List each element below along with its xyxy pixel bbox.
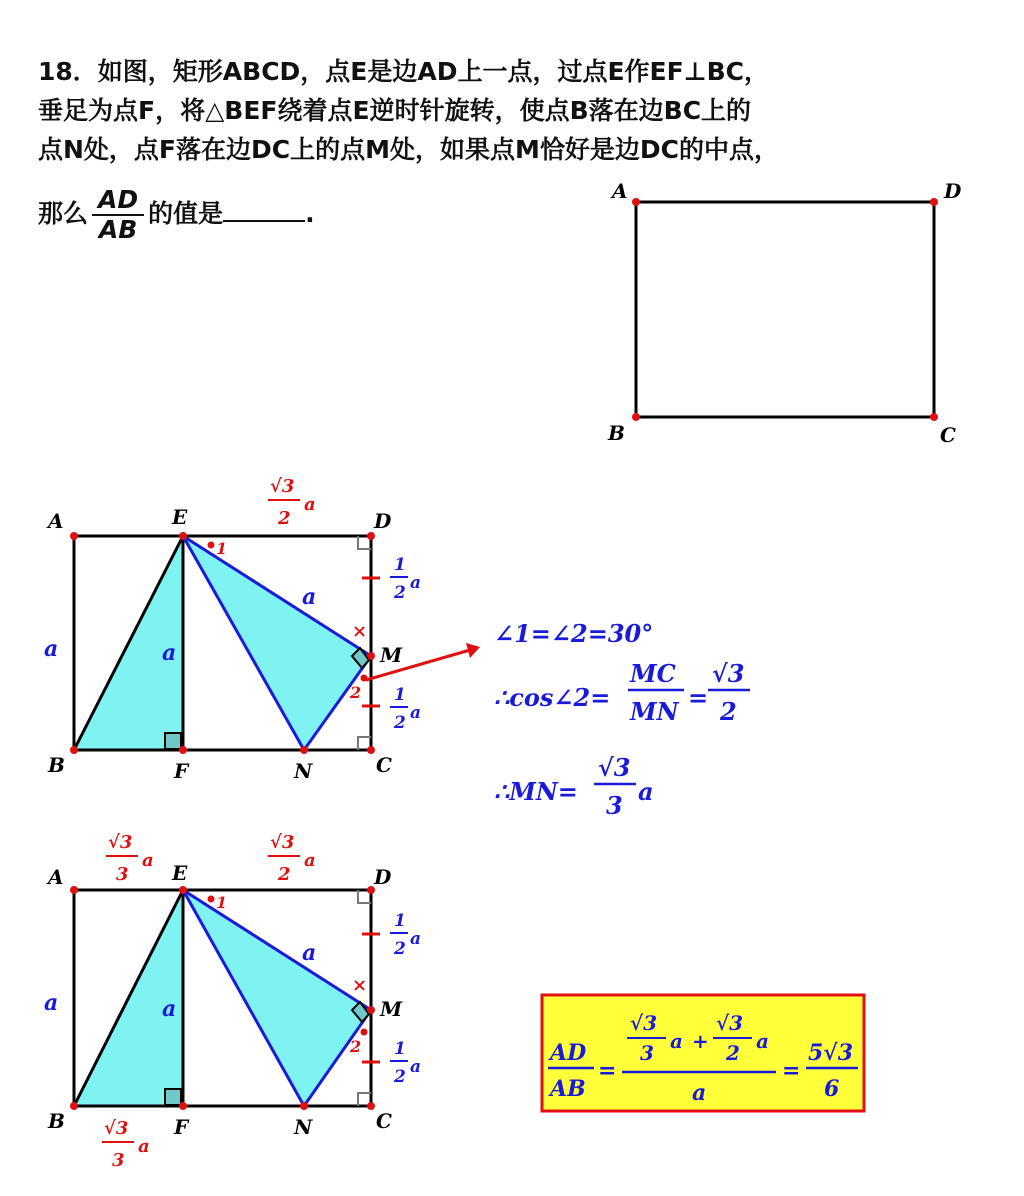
problem-line-2: 垂足为点F，将△BEF绕着点E逆时针旋转，使点B落在边BC上的	[38, 96, 752, 125]
half-upper-a: a	[410, 573, 422, 593]
half-lower-num: 1	[394, 1039, 406, 1059]
vertex-dot	[367, 1006, 375, 1014]
half-upper-a: a	[410, 929, 422, 949]
equals: =	[688, 683, 709, 712]
label-B: B	[608, 421, 625, 445]
ans-plus: +	[692, 1029, 709, 1053]
vertex-dot	[367, 746, 375, 754]
right-angle-f	[165, 733, 181, 749]
label-B: B	[48, 753, 65, 777]
half-lower-den: 2	[394, 713, 406, 733]
diagram-2	[44, 832, 421, 1171]
angle-1-label: 1	[216, 539, 228, 558]
right-angle-f	[165, 1089, 181, 1105]
ans-two: 2	[726, 1041, 740, 1065]
triangle-enm	[183, 536, 371, 750]
vertex-dot	[70, 746, 78, 754]
vertex-dot	[179, 532, 187, 540]
angle-2-label: 2	[350, 1037, 362, 1056]
vertex-dot	[632, 413, 640, 421]
label-C: C	[940, 423, 956, 447]
ed-a: a	[304, 494, 316, 515]
vertex-dot	[70, 886, 78, 894]
ed-sqrt3: √3	[270, 832, 295, 853]
label-M: M	[380, 997, 403, 1021]
problem-line-1: 18．如图，矩形ABCD，点E是边AD上一点，过点E作EF⊥BC，	[38, 57, 769, 86]
label-D: D	[944, 179, 962, 203]
vertex-dot	[632, 198, 640, 206]
bf-sqrt3: √3	[104, 1118, 129, 1139]
vertex-dot	[179, 1102, 187, 1110]
angle-2-label: 2	[350, 683, 362, 702]
cos-prefix: ∴cos∠2=	[494, 683, 611, 712]
label-D: D	[374, 509, 392, 533]
vertex-dot	[300, 1102, 308, 1110]
half-upper-den: 2	[394, 939, 406, 959]
rectangle-abcd	[636, 202, 934, 417]
label-N: N	[294, 1115, 313, 1139]
ans-ad: AD	[550, 1040, 587, 1066]
ratio-fraction: $\frac{AD}{AB}$	[92, 186, 144, 244]
vertex-dot	[179, 746, 187, 754]
half-upper-num: 1	[394, 555, 406, 575]
bf-three: 3	[112, 1150, 125, 1171]
ans-sqrt3-a: √3	[630, 1011, 658, 1035]
ed-a: a	[304, 850, 316, 871]
cross-mark: ×	[352, 975, 368, 996]
em-length: a	[302, 584, 317, 610]
derivation	[494, 619, 750, 820]
label-F: F	[174, 759, 189, 783]
ans-six: 6	[824, 1076, 840, 1102]
label-B: B	[48, 1109, 65, 1133]
label-E: E	[172, 861, 188, 885]
ans-three: 3	[640, 1041, 654, 1065]
vertex-dot	[367, 1102, 375, 1110]
cos-num: MC	[630, 659, 676, 688]
angle-dot-1	[208, 896, 215, 903]
half-lower-a: a	[410, 703, 422, 723]
half-upper-den: 2	[394, 583, 406, 603]
label-E: E	[172, 505, 188, 529]
ans-eq2: =	[782, 1058, 801, 1084]
vertex-dot	[179, 886, 187, 894]
cos-den: MN	[630, 697, 679, 726]
two: 2	[720, 697, 737, 726]
label-F: F	[174, 1115, 189, 1139]
sqrt3: √3	[712, 659, 745, 688]
ae-three: 3	[116, 864, 129, 885]
label-C: C	[376, 1109, 392, 1133]
cross-mark: ×	[352, 621, 368, 642]
ab-length: a	[44, 636, 59, 662]
ae-sqrt3: √3	[108, 832, 133, 853]
vertex-dot	[930, 413, 938, 421]
ed-sqrt3: √3	[270, 476, 295, 497]
diagram-1	[44, 476, 480, 783]
angle-dot-2	[361, 1029, 368, 1036]
em-length: a	[302, 940, 317, 966]
label-D: D	[374, 865, 392, 889]
half-lower-a: a	[410, 1057, 422, 1077]
a: a	[638, 777, 654, 806]
rectangle-figure	[607, 179, 962, 447]
ef-length: a	[162, 996, 177, 1022]
problem-number: 18	[38, 57, 73, 86]
ans-a2: a	[756, 1029, 769, 1053]
label-N: N	[294, 759, 313, 783]
bf-a: a	[138, 1136, 150, 1157]
vertex-dot	[70, 1102, 78, 1110]
half-lower-num: 1	[394, 685, 406, 705]
ef-length: a	[162, 640, 177, 666]
ans-a-den: a	[692, 1080, 707, 1106]
ans-five-sqrt3: 5√3	[808, 1040, 854, 1066]
ed-two: 2	[278, 508, 291, 529]
label-M: M	[380, 643, 403, 667]
vertex-dot	[300, 746, 308, 754]
ans-eq1: =	[598, 1058, 617, 1084]
ab-length: a	[44, 990, 59, 1016]
vertex-dot	[930, 198, 938, 206]
ae-a: a	[142, 850, 154, 871]
label-A: A	[48, 509, 64, 533]
angle-equality: ∠1=∠2=30°	[494, 619, 654, 648]
problem-line-4: 那么 $\frac{AD}{AB}$ 的值是 .	[38, 185, 315, 244]
label-A: A	[48, 865, 64, 889]
ans-sqrt3-b: √3	[716, 1011, 744, 1035]
problem-line-3: 点N处，点F落在边DC上的点M处，如果点M恰好是边DC的中点，	[38, 135, 779, 164]
label-C: C	[376, 753, 392, 777]
pointer-arrow-head	[466, 643, 480, 658]
sqrt3: √3	[598, 753, 631, 782]
mn-prefix: ∴MN=	[494, 777, 578, 806]
angle-1-label: 1	[216, 893, 228, 912]
ans-a1: a	[670, 1029, 683, 1053]
angle-dot-1	[208, 542, 215, 549]
vertex-dot	[70, 532, 78, 540]
vertex-dot	[367, 532, 375, 540]
answer-box	[542, 995, 864, 1111]
three: 3	[606, 791, 623, 820]
half-upper-num: 1	[394, 911, 406, 931]
label-A: A	[612, 179, 628, 203]
vertex-dot	[367, 652, 375, 660]
ed-two: 2	[278, 864, 291, 885]
triangle-enm	[183, 890, 371, 1106]
half-lower-den: 2	[394, 1067, 406, 1087]
ans-ab: AB	[550, 1076, 586, 1102]
